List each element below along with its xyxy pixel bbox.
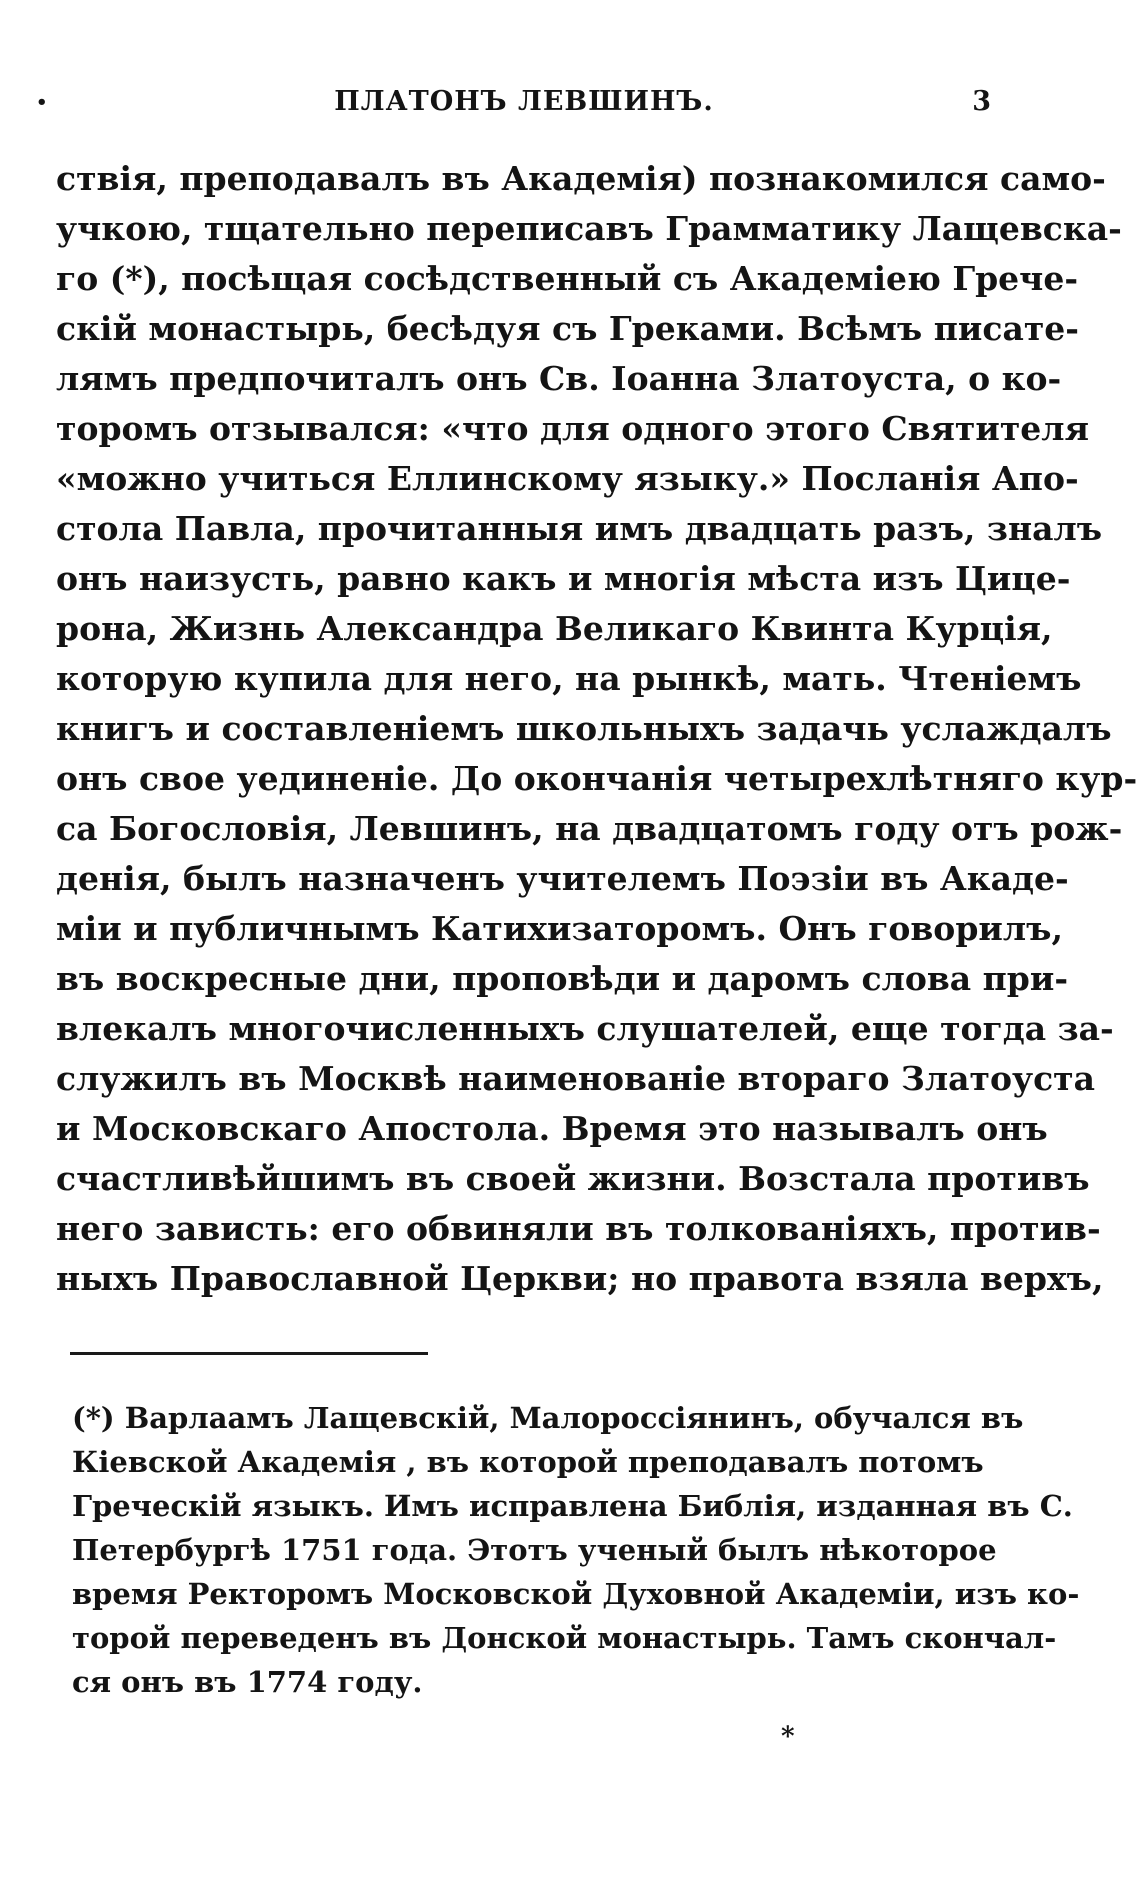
footnote-line: ся онъ въ 1774 году. (72, 1665, 423, 1699)
text-line: книгъ и составленіемъ школьныхъ задачь услаждалъ (56, 709, 1112, 748)
signature-mark: * (781, 1722, 795, 1752)
footnote-line: Кіевской Академія , въ которой преподавалъ потомъ (72, 1445, 984, 1479)
text-line: онъ наизусть, равно какъ и многія мѣста изъ Цице- (56, 559, 1071, 598)
footnote-line: Греческій языкъ. Имъ исправлена Библія, изданная въ С. (72, 1489, 1073, 1523)
main-text (56, 154, 1138, 1304)
footnote-separator (70, 1352, 428, 1355)
footnote-line: (*) Варлаамъ Лащевскій, Малороссіянинъ, обучался въ (72, 1401, 1024, 1435)
text-line: которую купила для него, на рынкѣ, мать. Чтеніемъ (56, 659, 1082, 698)
text-line: счастливѣйшимъ въ своей жизни. Возстала противъ (56, 1159, 1090, 1198)
text-line: го (*), посѣщая сосѣдственный съ Академіею Грече- (56, 259, 1079, 298)
text-line: ныхъ Православной Церкви; но правота взяла верхъ, (56, 1259, 1104, 1298)
text-line: міи и публичнымъ Катихизаторомъ. Онъ говорилъ, (56, 909, 1063, 948)
margin-mark: • (36, 92, 49, 113)
text-line: «можно учиться Еллинскому языку.» Посланія Апо- (56, 459, 1079, 498)
text-line: са Богословія, Левшинъ, на двадцатомъ году отъ рож- (56, 809, 1123, 848)
text-line: денія, былъ назначенъ учителемъ Поэзіи въ Акаде- (56, 859, 1069, 898)
footnote-line: торой переведенъ въ Донской монастырь. Тамъ скончал- (72, 1621, 1057, 1655)
text-line: въ воскресные дни, проповѣди и даромъ слова при- (56, 959, 1069, 998)
text-line: скій монастырь, бесѣдуя съ Греками. Всѣмъ писате- (56, 309, 1079, 348)
text-line: влекалъ многочисленныхъ слушателей, еще тогда за- (56, 1009, 1114, 1048)
text-line: и Московскаго Апостола. Время это называлъ онъ (56, 1109, 1048, 1148)
footnote-line: время Ректоромъ Московской Духовной Академіи, изъ ко- (72, 1577, 1080, 1611)
footnote-line: Петербургѣ 1751 года. Этотъ ученый былъ нѣкоторое (72, 1533, 997, 1567)
text-line: учкою, тщательно переписавъ Грамматику Лащевска- (56, 209, 1122, 248)
text-line: служилъ въ Москвѣ наименованіе втораго Златоуста (56, 1059, 1096, 1098)
running-title: ПЛАТОНЪ ЛЕВШИНЪ. (334, 86, 714, 117)
text-line: ствія, преподавалъ въ Академія) познакомился само- (56, 159, 1106, 198)
text-line: онъ свое уединеніе. До окончанія четырехлѣтняго кур- (56, 759, 1138, 798)
page-number: 3 (972, 86, 992, 117)
running-head (36, 86, 992, 126)
text-line: него зависть: его обвиняли въ толкованіяхъ, против- (56, 1209, 1101, 1248)
footnote (72, 1396, 1080, 1704)
text-line: лямъ предпочиталъ онъ Св. Іоанна Златоуста, о ко- (56, 359, 1062, 398)
text-line: стола Павла, прочитанныя имъ двадцать разъ, зналъ (56, 509, 1103, 548)
text-line: рона, Жизнь Александра Великаго Квинта Курція, (56, 609, 1053, 648)
text-line: торомъ отзывался: «что для одного этого Святителя (56, 409, 1089, 448)
